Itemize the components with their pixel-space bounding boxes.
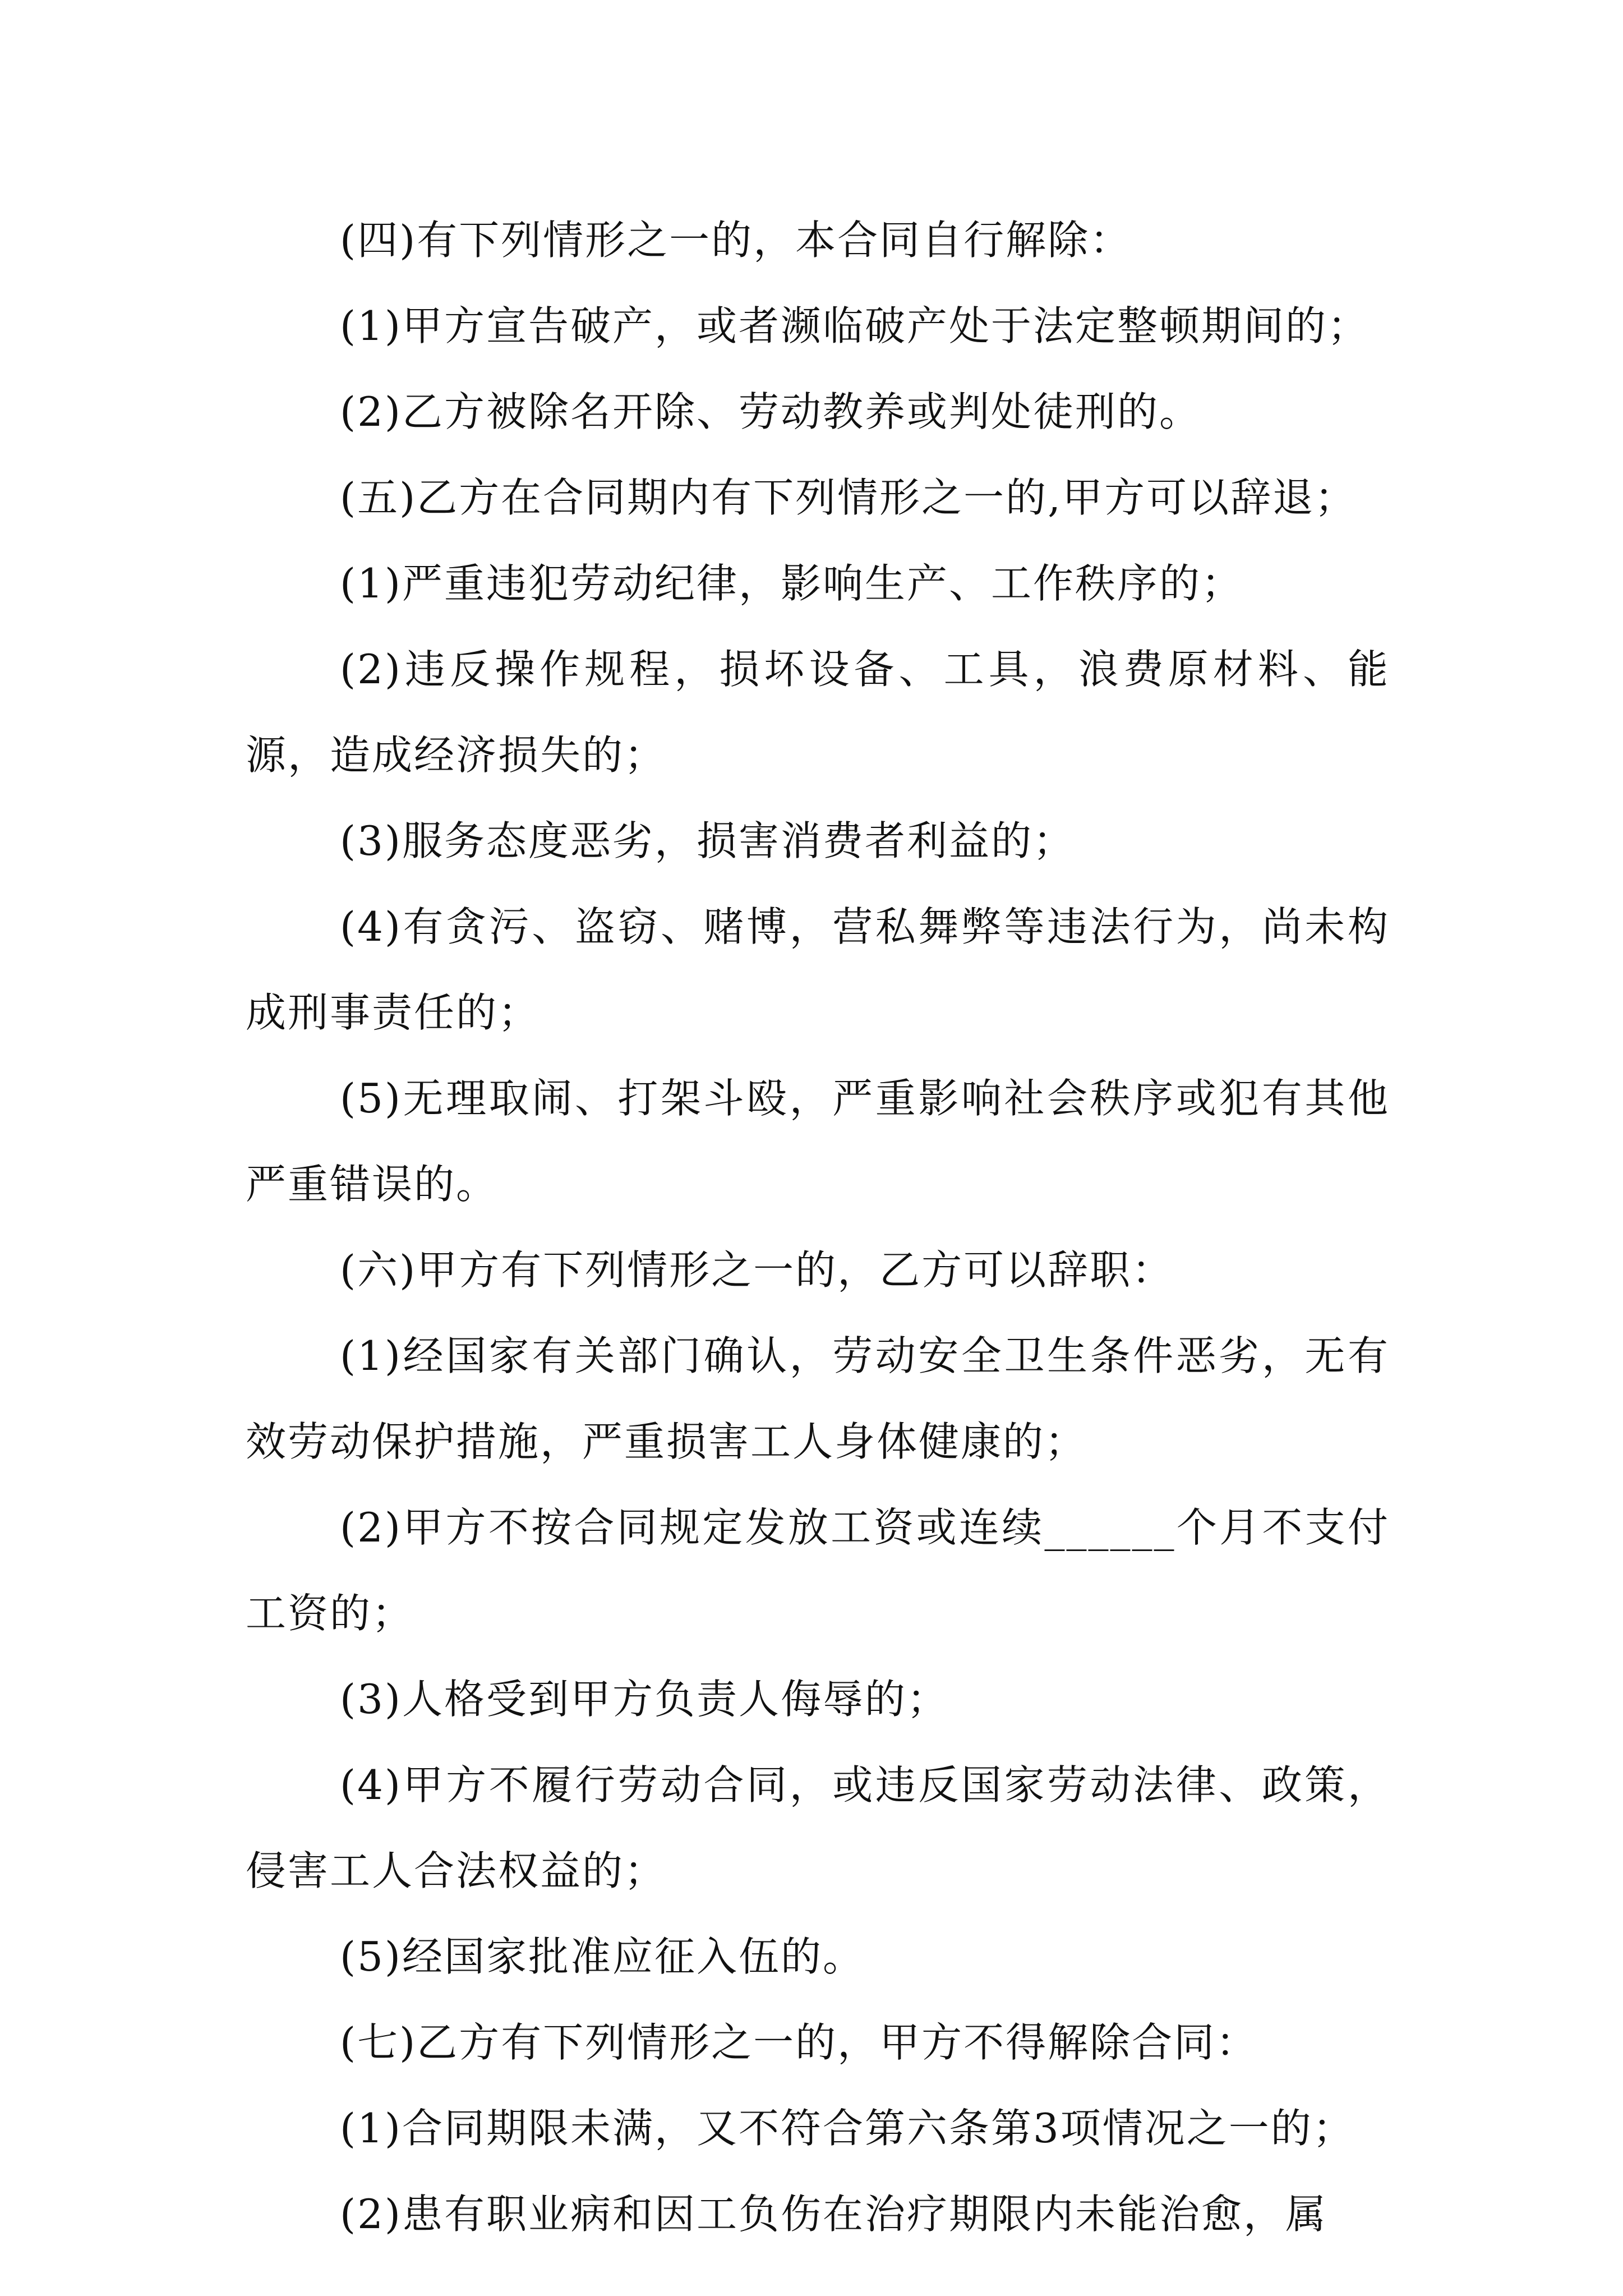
paragraph-clause-6-item-4: (4)甲方不履行劳动合同，或违反国家劳动法律、政策，侵害工人合法权益的； <box>246 1761 1390 1894</box>
paragraph-clause-5-item-1: (1)严重违犯劳动纪律，影响生产、工作秩序的； <box>340 560 1243 607</box>
paragraph-clause-7-item-2: (2)患有职业病和因工负伤在治疗期限内未能治愈，属 <box>340 2191 1327 2238</box>
document-body <box>246 197 1390 2257</box>
paragraph-clause-5-item-5: (5)无理取闹、打架斗殴，严重影响社会秩序或犯有其他严重错误的。 <box>246 1075 1390 1208</box>
paragraph-clause-4-item-2: (2)乙方被除名开除、劳动教养或判处徒刑的。 <box>340 388 1201 435</box>
paragraph-clause-4-item-1: (1)甲方宣告破产，或者濒临破产处于法定整顿期间的； <box>340 302 1370 349</box>
paragraph-clause-6-item-1: (1)经国家有关部门确认，劳动安全卫生条件恶劣，无有效劳动保护措施，严重损害工人身体健康的； <box>246 1332 1390 1465</box>
paragraph-clause-4-heading: (四)有下列情形之一的，本合同自行解除： <box>340 217 1132 264</box>
paragraph-clause-5-item-4: (4)有贪污、盗窃、赌博，营私舞弊等违法行为，尚未构成刑事责任的； <box>246 903 1390 1036</box>
paragraph-clause-7-heading: (七)乙方有下列情形之一的，甲方不得解除合同： <box>340 2019 1258 2066</box>
paragraph-clause-5-heading: (五)乙方在合同期内有下列情形之一的,甲方可以辞退； <box>340 474 1357 521</box>
paragraph-clause-6-item-3: (3)人格受到甲方负责人侮辱的； <box>340 1676 949 1723</box>
paragraph-clause-5-item-3: (3)服务态度恶劣，损害消费者利益的； <box>340 817 1075 864</box>
paragraph-clause-6-item-5: (5)经国家批准应征入伍的。 <box>340 1933 865 1980</box>
paragraph-clause-5-item-2: (2)违反操作规程，损坏设备、工具，浪费原材料、能源，造成经济损失的； <box>246 646 1390 779</box>
paragraph-clause-6-item-2: (2)甲方不按合同规定发放工资或连续______个月不支付工资的； <box>246 1504 1390 1637</box>
paragraph-clause-7-item-1: (1)合同期限未满，又不符合第六条第3项情况之一的； <box>340 2105 1355 2152</box>
paragraph-clause-6-heading: (六)甲方有下列情形之一的，乙方可以辞职： <box>340 1246 1174 1294</box>
